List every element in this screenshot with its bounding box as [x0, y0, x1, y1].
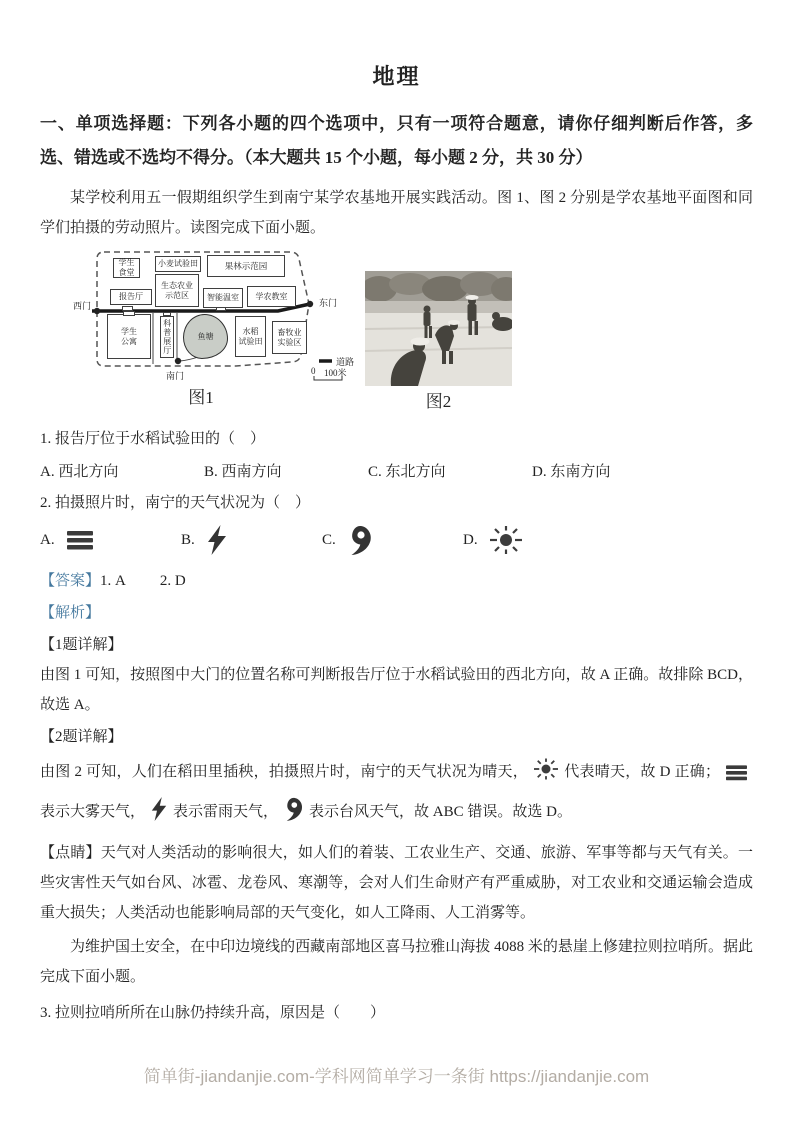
dorm-door [123, 311, 135, 316]
scale-hundred-label: 100米 [324, 368, 347, 378]
q1-option-c: C. 东北方向 [368, 464, 446, 480]
map-room-eco-zone: 生态农业 示范区 [155, 274, 199, 307]
greenhouse-door [216, 307, 226, 311]
question-2-text: 2. 拍摄照片时，南宁的天气状况为（ ） [40, 495, 311, 511]
typhoon-icon [284, 797, 303, 821]
photo-art [365, 271, 512, 386]
map-room-wheat-field: 小麦试验田 [155, 256, 201, 272]
map-room-rice-field: 水稻 试验田 [235, 316, 266, 357]
detail-2-heading: 【2题详解】 [40, 729, 123, 745]
tips-paragraph: 【点睛】天气对人类活动的影响很大，如人们的着装、工农业生产、交通、旅游、军事等都与天气有关。一些灾害性天气如台风、冰雹、龙卷风、寒潮等，会对人们生命财产有严重威胁，对工农业和交通运输会造成重大损失；人类活动也能影响局部的天气变化，如人工降雨、人工消雾等。 [40, 845, 753, 921]
analysis-tag: 【解析】 [40, 605, 101, 621]
fog-icon [67, 531, 93, 550]
answer-1: 1. A [100, 573, 126, 589]
typhoon-icon [348, 525, 372, 555]
map-room-husbandry-zone: 畜牧业 实验区 [272, 321, 307, 354]
lightning-icon [151, 797, 167, 821]
map-room-dorm: 学生 公寓 [107, 314, 151, 359]
page-title: 地理 [372, 64, 421, 89]
section-header: 一、单项选择题：下列各小题的四个选项中，只有一项符合题意，请你仔细判断后作答，多选、错选或不选均不得分。（本大题共 15 个小题，每小题 2 分，共 30 分） [40, 114, 753, 167]
footer-watermark: 简单街-jiandanjie.com-学科网简单学习一条街 https://jiandanjie.com [143, 1067, 650, 1086]
question-2-options [40, 518, 753, 562]
question-1-text: 1. 报告厅位于水稻试验田的（ ） [40, 431, 266, 447]
detail-1-heading: 【1题详解】 [40, 637, 123, 653]
figure1-caption: 图1 [188, 388, 214, 407]
intro-paragraph: 某学校利用五一假期组织学生到南宁某学农基地开展实践活动。图 1、图 2 分别是学农基地平面图和同学们拍摄的劳动照片。读图完成下面小题。 [40, 190, 753, 236]
detail-1-text: 由图 1 可知，按照图中大门的位置名称可判断报告厅位于水稻试验田的西北方向，故 A 正确。故排除 BCD，故选 A。 [40, 667, 753, 713]
tips-tag: 【点睛】 [40, 845, 101, 861]
q2-option-d: D. [463, 524, 604, 556]
map-room-greenhouse: 智能温室 [203, 288, 243, 308]
figure2-caption: 图2 [425, 392, 452, 411]
field-work-photo [365, 271, 512, 386]
q1-option-d: D. 东南方向 [532, 464, 611, 480]
answer-tag: 【答案】 [40, 573, 101, 589]
west-gate-dot [94, 308, 100, 314]
q2-option-b: B. [181, 525, 322, 555]
map-room-science-hall: 科普展厅 [160, 316, 174, 358]
figures-block [40, 249, 753, 411]
fog-icon [726, 765, 747, 781]
detail-2-text: 由图 2 可知，人们在稻田里插秧，拍摄照片时，南宁的天气状况为晴天， 代表晴天，故 D 正确；表示大雾天气， 表示雷雨天气， 表示台风天气，故 ABC 错误。故选 D。 [40, 752, 753, 832]
south-gate-label: 南门 [166, 371, 185, 381]
east-gate-dot [307, 301, 313, 307]
lightning-icon [207, 525, 227, 555]
question-1-options [40, 456, 753, 488]
road-legend-label: 道路 [336, 357, 355, 367]
passage-2: 为维护国土安全，在中印边境线的西藏南部地区喜马拉雅山海拔 4088 米的悬崖上修建拉则拉哨所。据此完成下面小题。 [40, 939, 753, 985]
scale-zero-label: 0 [311, 366, 316, 376]
q2-option-c: C. [322, 525, 463, 555]
map-room-cafeteria: 学生 食堂 [113, 258, 140, 278]
science-hall-door [163, 312, 171, 316]
map-fish-pond: 鱼塘 [183, 314, 228, 359]
q1-option-a: A. 西北方向 [40, 464, 119, 480]
south-gate-dot [175, 358, 181, 364]
map-room-lecture-hall: 报告厅 [110, 289, 152, 305]
q1-option-b: B. 西南方向 [204, 464, 282, 480]
sun-icon [490, 524, 522, 556]
map-room-farm-classroom: 学农教室 [247, 286, 296, 307]
answer-line [40, 566, 753, 596]
west-gate-label: 西门 [73, 301, 92, 311]
map-room-orchard: 果林示范园 [207, 255, 285, 277]
east-gate-label: 东门 [319, 298, 338, 308]
question-3-text: 3. 拉则拉哨所所在山脉仍持续升高，原因是（ ） [40, 1005, 386, 1021]
sun-icon [534, 757, 558, 781]
q2-option-a: A. [40, 531, 181, 550]
answer-2: 2. D [159, 573, 186, 589]
